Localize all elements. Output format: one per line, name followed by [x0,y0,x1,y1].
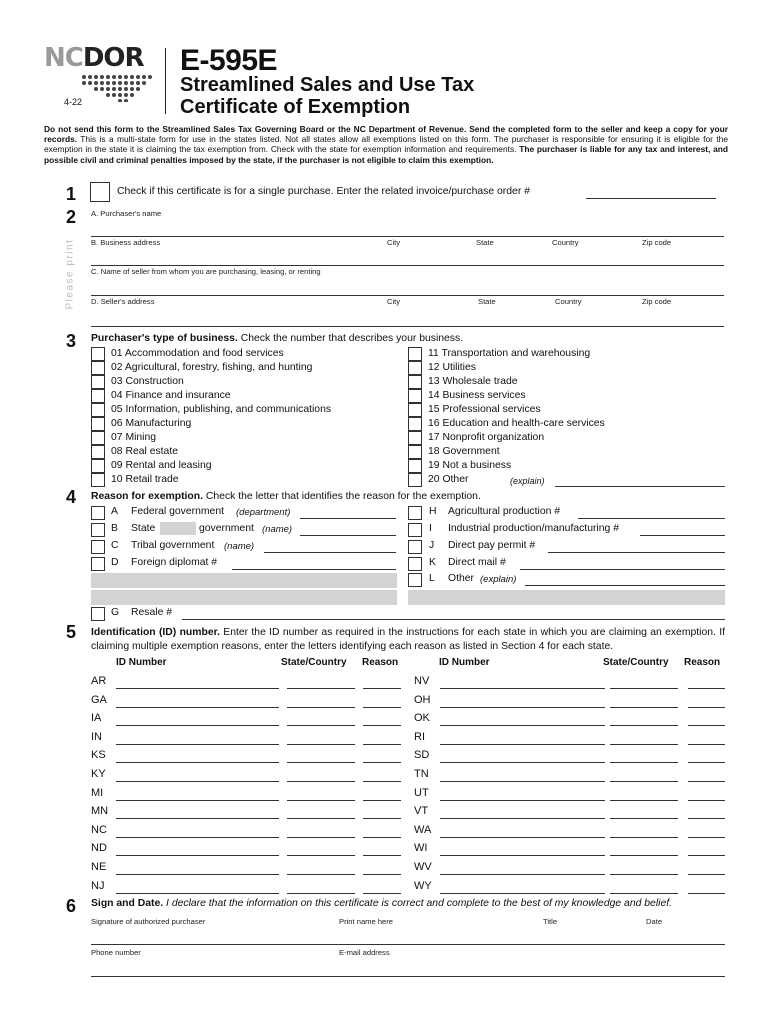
reason-field[interactable] [363,818,401,819]
section3-number: 3 [66,331,77,351]
state-country-field[interactable] [287,893,355,894]
business-type-checkbox[interactable] [91,445,105,459]
section4-heading [91,491,481,502]
right-col-id-header: ID Number [439,657,490,668]
state-country-field[interactable] [610,762,678,763]
right-col-state-header: State/Country [603,657,669,668]
reason-l-label: Other [448,573,474,584]
email-label: E-mail address [339,948,390,957]
id-number-field[interactable] [116,874,279,875]
state-country-field[interactable] [610,855,678,856]
business-type-label: 18 Government [428,446,500,457]
id-number-field[interactable] [116,800,279,801]
reason-j-letter: J [429,540,435,551]
business-type-checkbox[interactable] [91,389,105,403]
seller-country-label: Country [555,297,582,306]
business-type-checkbox[interactable] [408,459,422,473]
seller-name-label: C. Name of seller from whom you are purchasing, leasing, or renting [91,267,321,276]
state-code-left: IN [91,730,102,743]
id-number-field[interactable] [116,818,279,819]
reason-k-field[interactable] [520,569,725,570]
business-type-label: 07 Mining [111,432,157,443]
reason-b-checkbox[interactable] [91,523,105,537]
business-type-checkbox[interactable] [408,431,422,445]
logo-nc: NC [44,43,83,73]
instructions-p3: The purchaser is liable for any tax and interest, and possible civil and criminal penalties imposed by the state, if the purchaser is not eligible to claim this exemption. [44,144,728,165]
reason-field[interactable] [688,781,725,782]
business-type-label: 13 Wholesale trade [428,376,518,387]
state-country-field[interactable] [610,818,678,819]
reason-field[interactable] [363,762,401,763]
state-code-right: TN [414,768,429,780]
state-code-left: IA [91,712,102,725]
reason-l-field[interactable] [525,585,725,586]
reason-a-label: Federal government [131,506,224,517]
id-number-field[interactable] [440,855,605,856]
business-type-checkbox[interactable] [408,417,422,431]
state-country-field[interactable] [610,874,678,875]
state-country-field[interactable] [610,744,678,745]
section6-number: 6 [66,896,77,916]
state-code-right: WI [414,842,428,855]
reason-j-checkbox[interactable] [408,540,422,554]
seller-zip-label: Zip code [642,297,672,306]
right-col-reason-header: Reason [684,657,721,668]
reason-b-field[interactable] [300,535,396,536]
reason-field[interactable] [688,707,725,708]
phone-email-field[interactable] [91,976,725,977]
purchaser-name-field[interactable] [91,236,724,237]
business-type-label: 17 Nonprofit organization [428,432,545,443]
reason-field[interactable] [688,688,725,689]
signature-label: Signature of authorized purchaser [91,917,206,926]
section4-number: 4 [66,487,77,507]
business-address-field[interactable] [91,265,724,266]
business-state-label: State [476,238,494,247]
reason-g-checkbox[interactable] [91,607,105,621]
state-code-right: UT [414,786,429,799]
reason-j-field[interactable] [548,552,725,553]
id-number-field[interactable] [116,762,279,763]
instructions [44,124,728,165]
reason-i-field[interactable] [640,535,725,536]
state-code-right: OK [414,712,430,725]
business-type-checkbox[interactable] [91,361,105,375]
reason-field[interactable] [363,781,401,782]
state-code-right: WV [414,861,432,873]
reason-field[interactable] [688,874,725,875]
business-type-checkbox[interactable] [408,361,422,375]
reason-shaded-field-e [91,573,397,588]
reason-h-label: Agricultural production # [448,506,561,517]
instructions-p1: Do not send this form to the Streamlined Sales Tax Governing Board or the NC Department of Revenue. Send the completed form to the seller and keep a copy for your records. [44,124,728,145]
id-number-field[interactable] [440,893,605,894]
id-number-field[interactable] [440,762,605,763]
section3-title: Purchaser's type of business. [91,333,238,344]
reason-c-letter: C [111,540,119,551]
state-country-field[interactable] [287,781,355,782]
state-country-field[interactable] [287,762,355,763]
form-number: E-595E [180,44,278,77]
reason-d-letter: D [111,557,119,568]
reason-field[interactable] [688,818,725,819]
state-country-field[interactable] [610,707,678,708]
business-type-label: 05 Information, publishing, and communications [111,404,332,415]
reason-b-label2: government [199,523,254,534]
state-code-right: NV [414,675,430,687]
state-country-field[interactable] [287,688,355,689]
reason-d-field[interactable] [232,569,396,570]
state-country-field[interactable] [287,707,355,708]
state-country-field[interactable] [610,781,678,782]
state-code-left: MI [91,786,104,799]
reason-field[interactable] [688,800,725,801]
business-type-checkbox[interactable] [408,445,422,459]
reason-field[interactable] [363,874,401,875]
state-country-field[interactable] [610,800,678,801]
reason-k-letter: K [429,557,436,568]
business-type-label: 12 Utilities [428,362,476,373]
reason-field[interactable] [688,762,725,763]
reason-c-note: (name) [224,541,255,552]
print-name-label: Print name here [339,917,394,926]
business-type-label: 09 Rental and leasing [111,460,212,471]
section6-declaration: I declare that the information on this certificate is correct and complete to the best of my knowledge and belief. [163,898,673,909]
state-code-left: NC [91,823,107,836]
state-country-field[interactable] [287,855,355,856]
section3-heading [91,333,463,344]
state-code-right: SD [414,749,430,762]
section5-body: Enter the ID number as required in the instructions for each state in which you are claiming an exemption. If claiming multiple exemption reasons, enter the letters identifying each reason as listed in Section 4 for each state. [91,627,725,652]
state-country-field[interactable] [287,837,355,838]
state-code-left: NJ [91,879,105,892]
reason-d-label: Foreign diplomat # [131,557,218,568]
id-number-field[interactable] [440,725,605,726]
reason-a-letter: A [111,506,118,517]
signature-field[interactable] [91,944,725,945]
section1-label: Check if this certificate is for a single purchase. Enter the related invoice/purchase order # [117,186,530,197]
state-country-field[interactable] [610,725,678,726]
form-title-line1: Streamlined Sales and Use Tax [180,74,475,96]
reason-field[interactable] [688,893,725,894]
reason-field[interactable] [363,855,401,856]
reason-k-label: Direct mail # [448,557,506,568]
seller-address-field[interactable] [91,326,724,327]
business-type-label: 19 Not a business [428,460,512,471]
business-type-label: 16 Education and health-care services [428,418,605,429]
reason-shaded-field-m [408,590,725,605]
section6-heading [91,898,672,909]
reason-j-label: Direct pay permit # [448,540,536,551]
date-label: Date [646,917,663,926]
business-type-checkbox[interactable] [91,473,105,487]
business-type-label: 20 Other [428,474,469,485]
state-country-field[interactable] [610,688,678,689]
id-number-field[interactable] [440,874,605,875]
left-col-reason-header: Reason [362,657,399,668]
business-zip-label: Zip code [642,238,672,247]
reason-g-letter: G [111,607,120,618]
id-number-field[interactable] [116,855,279,856]
business-type-label: 15 Professional services [428,404,541,415]
section6-title: Sign and Date. [91,898,164,909]
reason-g-label: Resale # [131,607,173,618]
state-code-left: AR [91,675,107,687]
reason-d-checkbox[interactable] [91,557,105,571]
reason-i-label: Industrial production/manufacturing # [448,523,619,534]
reason-field[interactable] [363,707,401,708]
please-print-label [58,228,76,318]
reason-h-letter: H [429,506,437,517]
reason-field[interactable] [363,744,401,745]
reason-k-checkbox[interactable] [408,557,422,571]
state-code-left: MN [91,805,109,818]
section5-number: 5 [66,622,77,642]
section3-subtitle: Check the number that describes your business. [237,333,464,344]
business-type-checkbox[interactable] [91,403,105,417]
other-explain-note: (explain) [510,476,545,486]
id-number-field[interactable] [116,837,279,838]
id-number-field[interactable] [440,707,605,708]
state-code-right: RI [414,730,425,743]
state-country-field[interactable] [287,744,355,745]
reason-c-field[interactable] [264,552,396,553]
reason-l-letter: L [429,573,435,584]
logo-dots-graphic [80,74,156,102]
reason-field[interactable] [363,800,401,801]
section5-text [91,626,725,653]
business-type-label: 04 Finance and insurance [111,390,231,401]
logo-wordmark [44,44,144,72]
business-type-label: 14 Business services [428,390,526,401]
reason-i-checkbox[interactable] [408,523,422,537]
state-code-left: KS [91,749,106,762]
reason-a-checkbox[interactable] [91,506,105,520]
business-city-label: City [387,238,401,247]
business-type-label: 08 Real estate [111,446,179,457]
phone-label: Phone number [91,948,141,957]
state-code-left: KY [91,768,106,780]
seller-city-label: City [387,297,401,306]
business-address-label: B. Business address [91,238,161,247]
reason-i-letter: I [429,523,432,534]
reason-l-checkbox[interactable] [408,573,422,587]
purchaser-name-label: A. Purchaser's name [91,209,162,218]
business-type-checkbox[interactable] [408,347,422,361]
id-number-field[interactable] [116,707,279,708]
reason-l-note: (explain) [480,574,517,585]
business-type-label: 06 Manufacturing [111,418,192,429]
reason-b-state-shaded-field[interactable] [160,522,196,535]
state-country-field[interactable] [287,800,355,801]
form-title-line2: Certificate of Exemption [180,96,411,118]
reason-field[interactable] [363,837,401,838]
section2-number: 2 [66,207,77,227]
id-number-field[interactable] [116,688,279,689]
business-type-checkbox[interactable] [408,473,422,487]
state-code-right: WY [414,879,432,892]
state-code-left: ND [91,842,107,855]
reason-h-checkbox[interactable] [408,506,422,520]
id-number-field[interactable] [440,781,605,782]
state-code-left: GA [91,693,107,706]
business-type-checkbox[interactable] [408,389,422,403]
reason-c-label: Tribal government [131,540,215,551]
reason-b-label: State [131,523,156,534]
reason-a-field[interactable] [300,518,396,519]
business-type-checkbox[interactable] [408,375,422,389]
reason-b-note: (name) [262,524,293,535]
business-type-checkbox[interactable] [91,347,105,361]
business-type-checkbox[interactable] [91,375,105,389]
business-type-label: 03 Construction [111,376,184,387]
section5-title: Identification (ID) number. [91,627,220,638]
business-type-label: 10 Retail trade [111,474,179,485]
reason-c-checkbox[interactable] [91,540,105,554]
id-number-field[interactable] [440,688,605,689]
reason-shaded-field-f [91,590,397,605]
state-code-right: VT [414,805,429,818]
id-number-field[interactable] [116,725,279,726]
reason-h-field[interactable] [578,518,725,519]
business-type-label: 11 Transportation and warehousing [428,348,591,359]
instructions-p2: This is a multi-state form for use in the states listed. Not all states allow all exemptions listed on this form. The purchaser is responsible for ensuring it is eligible for the exemption in the state it is claiming the tax exemption from. Check with the state for exemption information and requirements. [44,134,728,155]
business-type-label: 02 Agricultural, forestry, fishing, and hunting [111,362,313,373]
single-purchase-checkbox[interactable] [90,182,110,202]
left-col-state-header: State/Country [281,657,347,668]
id-number-field[interactable] [440,800,605,801]
reason-a-note: (department) [236,507,291,518]
state-country-field[interactable] [287,874,355,875]
reason-field[interactable] [688,837,725,838]
id-number-field[interactable] [440,837,605,838]
reason-field[interactable] [363,725,401,726]
business-type-checkbox[interactable] [91,431,105,445]
logo-dor: DOR [82,43,144,73]
reason-g-field[interactable] [182,619,725,620]
business-type-checkbox[interactable] [91,417,105,431]
reason-field[interactable] [688,725,725,726]
id-number-field[interactable] [116,744,279,745]
invoice-number-field[interactable] [586,198,716,199]
state-country-field[interactable] [610,893,678,894]
seller-name-field[interactable] [91,295,724,296]
reason-field[interactable] [363,893,401,894]
reason-field[interactable] [363,688,401,689]
section4-title: Reason for exemption. [91,491,204,502]
revision-date: 4-22 [64,97,83,107]
section1-number: 1 [66,184,77,204]
section4-subtitle: Check the letter that identifies the reason for the exemption. [203,491,481,502]
reason-field[interactable] [688,855,725,856]
header-divider [165,48,166,114]
reason-b-letter: B [111,523,118,534]
state-country-field[interactable] [287,725,355,726]
please-print-text: Please print [64,238,76,310]
seller-state-label: State [478,297,496,306]
seller-address-label: D. Seller's address [91,297,155,306]
id-number-field[interactable] [440,818,605,819]
id-number-field[interactable] [440,744,605,745]
business-other-explain-field[interactable] [555,486,725,487]
id-number-field[interactable] [116,893,279,894]
id-number-field[interactable] [116,781,279,782]
left-col-id-header: ID Number [116,657,167,668]
reason-field[interactable] [688,744,725,745]
state-code-right: WA [414,823,432,836]
title-label: Title [543,917,558,926]
ncdor-logo [44,43,156,107]
business-type-label: 01 Accommodation and food services [111,348,284,359]
business-country-label: Country [552,238,579,247]
state-code-left: NE [91,861,107,873]
state-country-field[interactable] [287,818,355,819]
business-type-checkbox[interactable] [91,459,105,473]
state-country-field[interactable] [610,837,678,838]
business-type-checkbox[interactable] [408,403,422,417]
state-code-right: OH [414,693,431,706]
